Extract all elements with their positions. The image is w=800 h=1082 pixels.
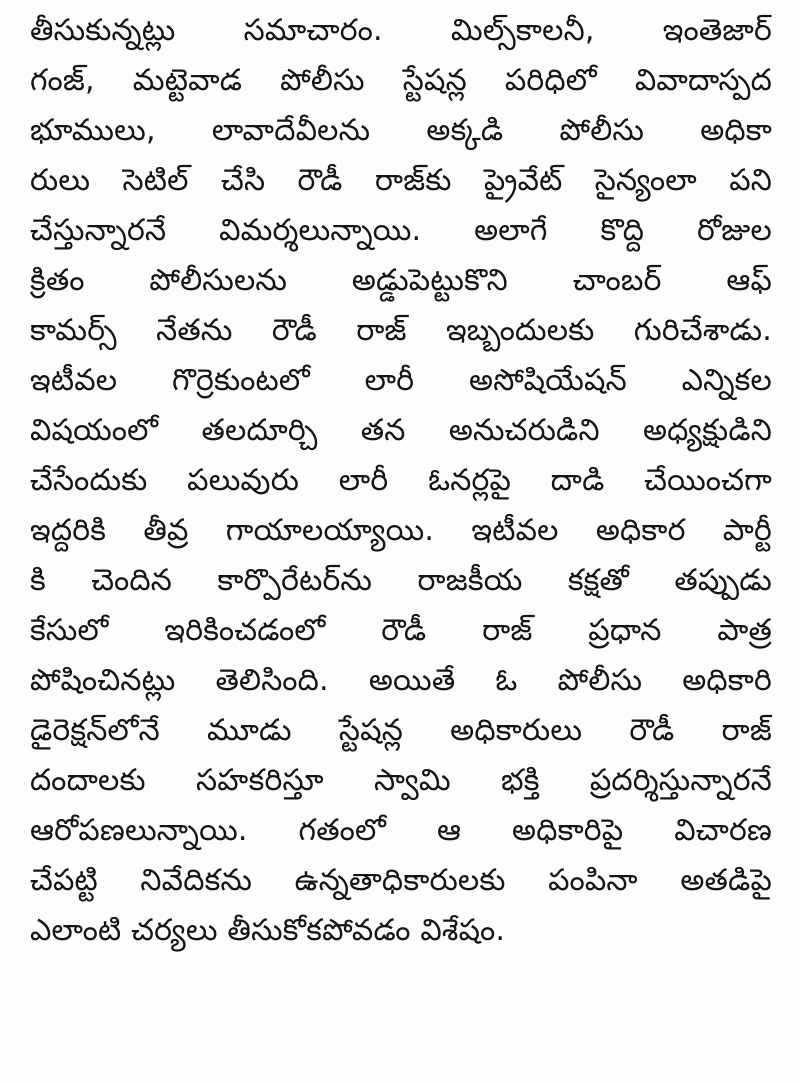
article-line-4: రులు సెటిల్ చేసి రౌడీ రాజ్‌కు ప్రైవేట్ సైన్యంలా పని <box>30 163 772 198</box>
article-line-11: ఇద్దరికి తీవ్ర గాయాలయ్యాయి. ఇటీవల అధికార పార్టీ <box>30 513 772 548</box>
article-body <box>30 6 772 956</box>
article-line-8: ఇటీవల గొర్రెకుంటలో లారీ అసోషియేషన్ ఎన్నికల <box>30 363 772 398</box>
article-line-5: చేస్తున్నారనే విమర్శలున్నాయి. అలాగే కొద్ది రోజుల <box>30 213 772 248</box>
article-line-19: ఎలాంటి చర్యలు తీసుకోకపోవడం విశేషం. <box>30 913 506 948</box>
article-line-10: చేసేందుకు పలువురు లారీ ఓనర్లపై దాడి చేయించగా <box>30 463 772 498</box>
article-line-3: భూములు, లావాదేవీలను అక్కడి పోలీసు అధికా <box>30 113 772 148</box>
article-line-7: కామర్స్ నేతను రౌడీ రాజ్ ఇబ్బందులకు గురిచేశాడు. <box>30 313 772 348</box>
article-line-9: విషయంలో తలదూర్చి తన అనుచరుడిని అధ్యక్షుడిని <box>30 413 772 448</box>
article-line-15: డైరెక్షన్‌లోనే మూడు స్టేషన్ల అధికారులు రౌడీ రాజ్ <box>30 713 772 748</box>
article-line-6: క్రితం పోలీసులను అడ్డుపెట్టుకొని చాంబర్ ఆఫ్ <box>30 263 772 298</box>
article-line-16: దందాలకు సహకరిస్తూ స్వామి భక్తి ప్రదర్శిస్తున్నారనే <box>30 763 772 798</box>
article-line-17: ఆరోపణలున్నాయి. గతంలో ఆ అధికారిపై విచారణ <box>30 813 772 848</box>
article-line-13: కేసులో ఇరికించడంలో రౌడీ రాజ్ ప్రధాన పాత్ర <box>30 613 772 648</box>
article-line-18: చేపట్టి నివేదికను ఉన్నతాధికారులకు పంపినా అతడిపై <box>30 863 772 898</box>
article-line-14: పోషించినట్లు తెలిసింది. అయితే ఓ పోలీసు అధికారి <box>30 663 772 698</box>
article-line-12: కి చెందిన కార్పొరేటర్‌ను రాజకీయ కక్షతో తప్పుడు <box>30 563 772 598</box>
article-line-2: గంజ్, మట్టెవాడ పోలీసు స్టేషన్ల పరిధిలో వివాదాస్పద <box>30 63 772 98</box>
article-line-1: తీసుకున్నట్లు సమాచారం. మిల్స్‌కాలనీ, ఇంతెజార్ <box>30 13 772 48</box>
